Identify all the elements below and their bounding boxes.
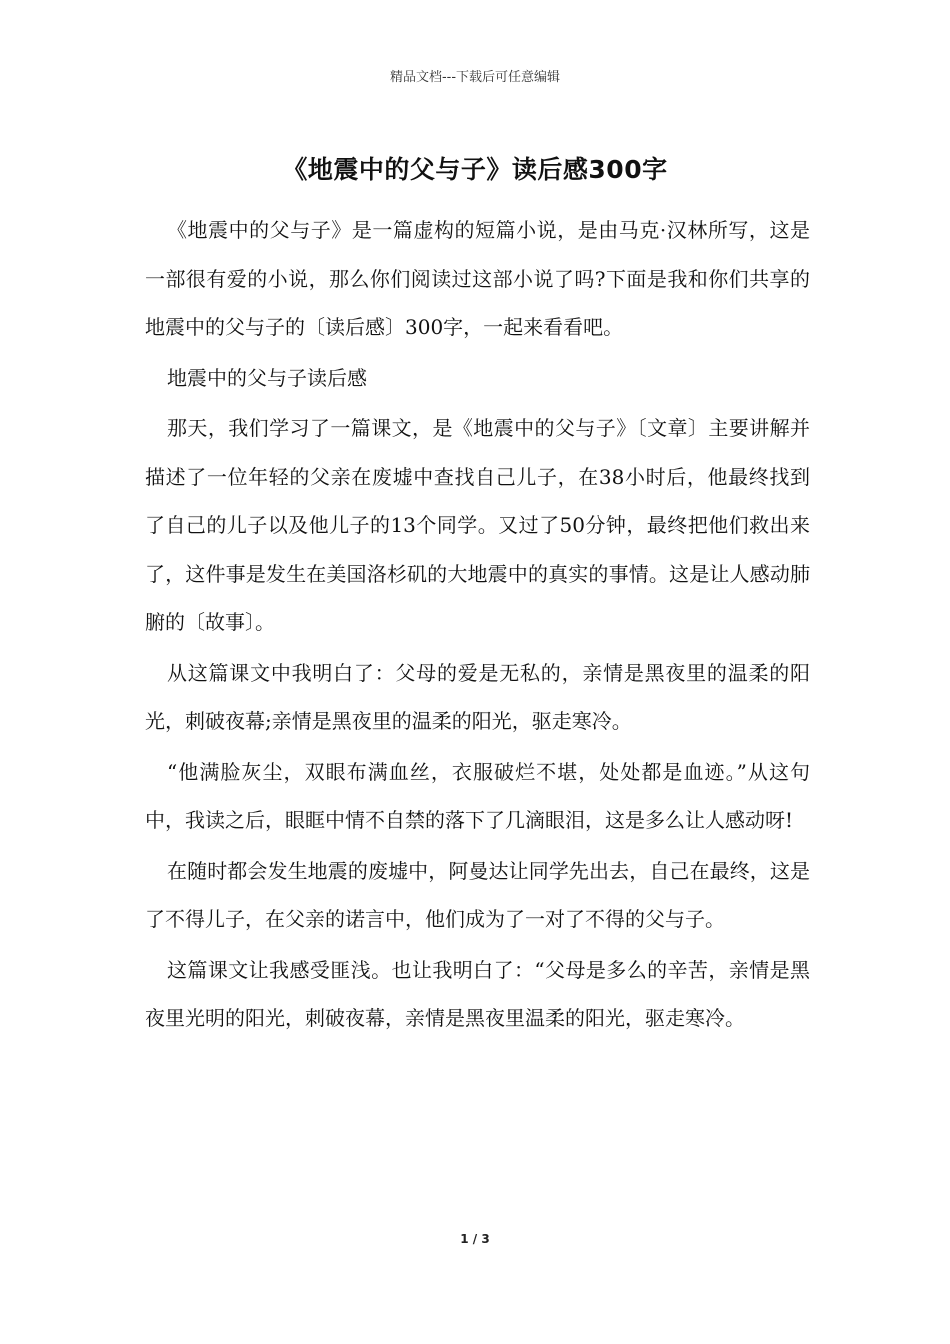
paragraph-story-summary: 那天，我们学习了一篇课文，是《地震中的父与子》〔文章〕主要讲解并描述了一位年轻的父亲在废墟中查找自己儿子，在38小时后，他最终找到了自己的儿子以及他儿子的13个同学。又过了50分钟，最终把他们救出来了，这件事是发生在美国洛杉矶的大地震中的真实的事情。这是让人感动肺腑的〔故事〕。 xyxy=(145,416,810,634)
page-indicator: 1 / 3 xyxy=(460,1232,490,1246)
paragraph-subheading: 地震中的父与子读后感 xyxy=(167,365,367,390)
paragraph-quote: “他满脸灰尘，双眼布满血丝，衣服破烂不堪，处处都是血迹。”从这句中，我读之后，眼眶中情不自禁的落下了几滴眼泪，这是多么让人感动呀! xyxy=(145,759,810,832)
paragraph-conclusion: 这篇课文让我感受匪浅。也让我明白了：“父母是多么的辛苦，亲情是黑夜里光明的阳光，刺破夜幕，亲情是黑夜里温柔的阳光，驱走寒冷。 xyxy=(145,957,810,1030)
paragraph-amanda: 在随时都会发生地震的废墟中，阿曼达让同学先出去，自己在最终，这是了不得儿子，在父亲的诺言中，他们成为了一对了不得的父与子。 xyxy=(145,858,810,931)
paragraph-lesson: 从这篇课文中我明白了：父母的爱是无私的，亲情是黑夜里的温柔的阳光，刺破夜幕;亲情是黑夜里的温柔的阳光，驱走寒冷。 xyxy=(145,660,810,733)
header-note: 精品文档---下载后可任意编辑 xyxy=(389,70,561,85)
document-body xyxy=(145,206,810,1043)
document-title: 《地震中的父与子》读后感300字 xyxy=(282,155,668,184)
paragraph-intro: 《地震中的父与子》是一篇虚构的短篇小说，是由马克·汉林所写，这是一部很有爱的小说，那么你们阅读过这部小说了吗?下面是我和你们共享的地震中的父与子的〔读后感〕300字，一起来看看吧。 xyxy=(145,218,810,339)
